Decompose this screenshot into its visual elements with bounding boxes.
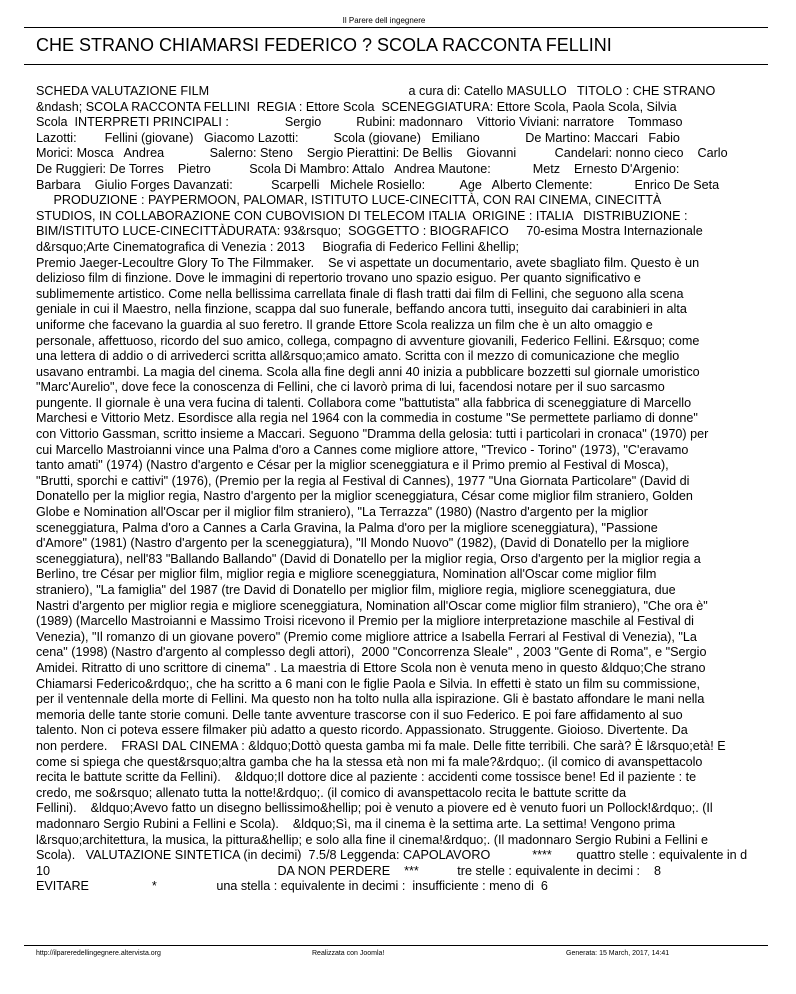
article-line: d'Amore" (1981) (Nastro d'argento per la sceneggiatura), "Il Mondo Nuovo" (1982), (David di Donatello per la migliore [36,536,690,551]
article-line: Premio Jaeger-Lecoultre Glory To The Filmmaker. Se vi aspettate un documentario, avete sbagliato film. Questo è un [36,255,700,270]
article-line: usavano entrambi. La magia del cinema. Scola alla fine degli anni 40 inizia a pubblicare bozzetti sul giornale umoristico [36,364,700,379]
footer-url[interactable]: http://ilpareredellingegnere.altervista.org [36,950,161,957]
article-line: non perdere. FRASI DAL CINEMA : &ldquo;Dottò questa gamba mi fa male. Delle fitte terribili. Che sarà? È l&rsquo;età! E [36,738,726,753]
article-line: STUDIOS, IN COLLABORAZIONE CON CUBOVISION DI TELECOM ITALIA ORIGINE : ITALIA DISTRIBUZIONE : [36,208,688,223]
page-title: CHE STRANO CHIAMARSI FEDERICO ? SCOLA RACCONTA FELLINI [36,35,612,55]
article-line: Donatello per la miglior regia, Nastro d'argento per la miglior sceneggiatura, César come miglior film straniero, Golden [36,489,693,504]
article-line: &ndash; SCOLA RACCONTA FELLINI REGIA : Ettore Scola SCENEGGIATURA: Ettore Scola, Paola Scola, Silvia [36,99,677,114]
article-line: per il ventennale della morte di Fellini. Ma questo non ha tolto nulla alla ispirazione. Gli è bastato affondare le mani nella [36,692,705,707]
article-line: delizioso film di finzione. Dove le immagini di repertorio trovano uno spazio esiguo. Per quanto significativo e [36,271,641,286]
article-line: credo, me so&rsquo; allenato tutta la notte!&rdquo;. (il comico di avanspettacolo recita le battute scritte da [36,785,627,800]
header-divider [24,27,768,28]
article-line: Berlino, tre César per miglior film, miglior regia e migliore sceneggiatura, Nomination all'Oscar come miglior film [36,567,657,582]
article-line: Lazotti: Fellini (giovane) Giacomo Lazotti: Scola (giovane) Emiliano De Martino: Maccari Fabio [36,130,680,145]
article-line: Nastri d'argento per miglior regia e migliore sceneggiatura, Nomination all'Oscar come miglior film straniero), "Che ora è" [36,598,708,613]
article-line: PRODUZIONE : PAYPERMOON, PALOMAR, ISTITUTO LUCE-CINECITTÀ, CON RAI CINEMA, CINECITTÀ [36,193,662,208]
site-header: Il Parere dell ingegnere [342,16,426,25]
article-body [36,84,796,894]
article-line: straniero), "La famiglia" del 1987 (tre David di Donatello per miglior film, migliore regia, migliore sceneggiatura, due [36,583,676,597]
article-line: cena" (1998) (Nastro d'argento al complesso degli attori), 2000 "Concorrenza Sleale" , 2003 "Gente di Roma", e "Sergio [36,645,707,660]
article-line: personale, affettuoso, ricordo del suo amico, collega, compagno di avventure giovanili, Federico Fellini. E&rsquo; come [36,333,700,348]
article-line: SCHEDA VALUTAZIONE FILM a cura di: Catello MASULLO TITOLO : CHE STRANO [36,84,716,98]
article-line: cui Marcello Mastroianni vince una Palma d'oro a Cannes come migliore attore, "Trevico - Torino" (1973), "C'eravamo [36,442,689,457]
article-line: "Marc'Aurelio", dove fece la conoscenza di Fellini, che ci lavorò prima di lui, facendosi notare per il suo sarcasmo [36,380,665,395]
article-line: Fellini). &ldquo;Avevo fatto un disegno bellissimo&hellip; poi è venuto a piovere ed è venuto fuori un Pollock!&rdquo;. (Il [36,801,713,816]
article-line: pungente. Il giornale è una vera fucina di talenti. Collabora come "battutista" alla fabbrica di sceneggiature di Marcello [36,395,692,410]
article-line: sceneggiatura, Palma d'oro a Cannes a Carla Gravina, la Palma d'oro per la migliore sceneggiatura), "Passione [36,520,658,535]
article-line: con Vittorio Gassman, scritto insieme a Maccari. Seguono "Dramma della gelosia: tutti i particolari in cronaca" (1970) per [36,427,709,442]
title-divider [24,64,768,65]
footer-credit: Realizzata con Joomla! [312,950,385,957]
article-line: Amidei. Ritratto di uno scrittore di cinema" . La maestria di Ettore Scola non è venuta meno in questo &ldquo;Che strano [36,660,706,675]
article-line: Scola). VALUTAZIONE SINTETICA (in decimi) 7.5/8 Leggenda: CAPOLAVORO **** quattro stelle : equivalente in d [36,848,748,863]
article-line: uniforme che facevano la guardia al suo feretro. Il grande Ettore Scola realizza un film che è un alto omaggio e [36,317,653,332]
footer-divider [24,945,768,946]
article-line: Barbara Giulio Forges Davanzati: Scarpelli Michele Rosiello: Age Alberto Clemente: Enrico De Seta [36,177,720,192]
article-line: memoria delle tante storie comuni. Delle tante avventure trascorse con il suo Federico. E poi fare affidamento al suo [36,707,683,722]
article-line: una lettera di addio o di arrivederci scritta all&rsquo;amico amato. Scritta con il mezzo di comunicazione che meglio [36,349,680,364]
article-line: EVITARE * una stella : equivalente in decimi : insufficiente : meno di 6 [36,879,548,894]
article-line: tanto amati" (1974) (Nastro d'argento e César per la miglior sceneggiatura e il Primo premio al Festival di Mosca), [36,458,669,473]
article-line: 10 DA NON PERDERE *** tre stelle : equivalente in decimi : 8 [36,863,661,878]
article-line: Scola INTERPRETI PRINCIPALI : Sergio Rubini: madonnaro Vittorio Viviani: narratore Tommaso [36,115,683,130]
article-line: recita le battute scritte da Fellini). &ldquo;Il dottore dice al paziente : accidenti come tossisce bene! Ed il paziente : te [36,770,697,785]
article-line: d&rsquo;Arte Cinematografica di Venezia : 2013 Biografia di Federico Fellini &hellip; [36,239,520,254]
article-line: Venezia), "Il romanzo di un giovane povero" (Premio come migliore attrice a Isabella Ferrari al Festival di Venezia), "La [36,629,697,644]
article-line: sublimemente artistico. Come nella bellissima carrellata finale di flash tratti dai film di Fellini, che seguono alla scena [36,286,684,301]
article-line: "Brutti, sporchi e cattivi" (1976), (Premio per la regia al Festival di Cannes), 1977 "Una Giornata Particolare" (David di [36,473,690,488]
article-line: (1989) (Marcello Mastroianni e Massimo Troisi ricevono il Premio per la migliore interpretazione maschile al Festival di [36,614,694,629]
article-line: geniale in cui il Maestro, nella finzione, scappa dal suo funerale, beffando ancora tutti, inseguito dai carabinieri in alta [36,302,687,317]
article-line: talento. Non ci poteva essere filmaker più adatto a questo ricordo. Appassionato. Struggente. Gioioso. Divertente. Da [36,723,688,738]
article-line: come si spiega che quest&rsquo;altra gamba che ha la stessa età non mi fa male?&rdquo;. (il comico di avanspettacolo [36,754,703,769]
article-line: Chiamarsi Federico&rdquo;, che ha scritto a 6 mani con le figlie Paola e Silvia. In effetti è stato un film su commissione, [36,676,701,691]
article-line: Marchesi e Vittorio Metz. Esordisce alla regia nel 1964 con la commedia in costume "Se permettete parliamo di donne" [36,411,698,426]
article-line: madonnaro Sergio Rubini a Fellini e Scola). &ldquo;Sì, ma il cinema è la settima arte. La settima! Vengono prima [36,816,676,831]
article-line: BIM/ISTITUTO LUCE-CINECITTÀDURATA: 93&rsquo; SOGGETTO : BIOGRAFICO 70-esima Mostra Internazionale [36,224,703,239]
article-line: sceneggiatura), nell'83 "Ballando Ballando" (David di Donatello per la miglior regia, Orso d'argento per la miglior regia a [36,551,701,566]
footer-date: Generata: 15 March, 2017, 14:41 [566,950,670,957]
article-line: Globe e Nomination all'Oscar per il miglior film straniero), "La Terrazza" (1980) (Nastro d'argento per la miglior [36,505,648,520]
article-line: Morici: Mosca Andrea Salerno: Steno Sergio Pierattini: De Bellis Giovanni Candelari: nonno cieco Carlo [36,146,728,161]
article-line: De Ruggieri: De Torres Pietro Scola Di Mambro: Attalo Andrea Mautone: Metz Ernesto D'Argenio: [36,161,680,176]
article-line: l&rsquo;architettura, la musica, la pittura&hellip; e solo alla fine il cinema!&rdquo;. (Il madonnaro Sergio Rubini a Fellini e [36,832,709,847]
